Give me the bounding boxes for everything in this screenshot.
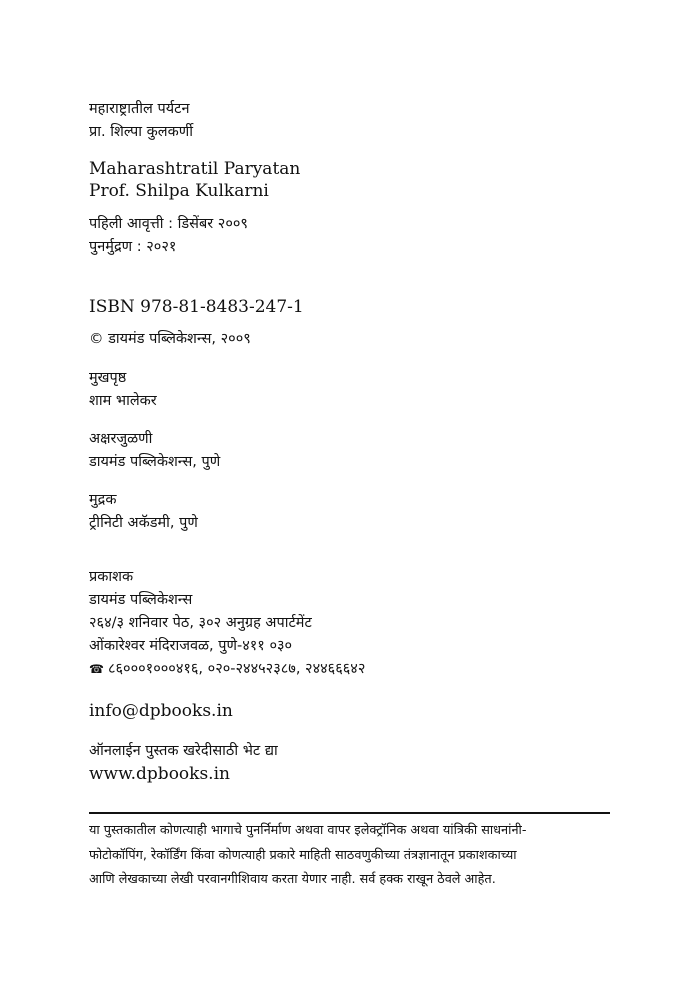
isbn: ISBN 978-81-8483-247-1: [89, 297, 304, 317]
printer-label: मुद्रक: [89, 492, 117, 508]
title-block-marathi: [89, 98, 619, 144]
typesetting-value: डायमंड पब्लिकेशन्स, पुणे: [89, 454, 221, 470]
phone-icon: ☎: [89, 662, 104, 676]
rights-line-3: आणि लेखकाच्या लेखी परवानगीशिवाय करता येणार नाही. सर्व हक्क राखून ठेवले आहेत.: [89, 872, 496, 887]
publisher-address-line1: २६४/३ शनिवार पेठ, ३०२ अनुग्रह अपार्टमेंट: [89, 615, 312, 631]
footer-divider: [89, 812, 610, 814]
first-edition: पहिली आवृत्ती : डिसेंबर २००९: [89, 216, 248, 232]
typesetting-credit-block: [89, 428, 619, 474]
rights-notice: [89, 819, 610, 893]
cover-label: मुखपृष्ठ: [89, 370, 127, 386]
book-title-english: Maharashtratil Paryatan: [89, 159, 301, 179]
book-title-marathi: महाराष्ट्रातील पर्यटन: [89, 101, 190, 117]
edition-block: [89, 213, 619, 259]
printer-value: ट्रीनिटी अकॅडमी, पुणे: [89, 515, 198, 531]
phone-numbers: ८६०००१०००४१६, ०२०-२४४५२३८७, २४४६६६४२: [107, 661, 366, 677]
publisher-address-line2: ओंकारेश्वर मंदिराजवळ, पुणे-४११ ०३०: [89, 638, 293, 654]
printer-credit-block: [89, 489, 619, 535]
publisher-email[interactable]: info@dpbooks.in: [89, 701, 233, 721]
cover-artist: शाम भालेकर: [89, 393, 157, 409]
author-english: Prof. Shilpa Kulkarni: [89, 181, 269, 201]
publisher-block: [89, 566, 619, 681]
rights-line-2: फोटोकॉपिंग, रेकॉर्डिंग किंवा कोणत्याही प्रकारे माहिती साठवणुकीच्या तंत्रज्ञानातून प्रकाशकाच्या: [89, 847, 517, 863]
copyright-notice: © डायमंड पब्लिकेशन्स, २००९: [89, 331, 251, 347]
reprint-edition: पुनर्मुद्रण : २०२१: [89, 239, 177, 255]
copyright-block: [89, 328, 619, 351]
publisher-label: प्रकाशक: [89, 569, 134, 585]
website-link[interactable]: www.dpbooks.in: [89, 764, 230, 784]
publisher-phones: [89, 658, 619, 681]
online-block: [89, 740, 619, 785]
title-block-english: [89, 158, 619, 202]
email-block: [89, 700, 619, 722]
publisher-name: डायमंड पब्लिकेशन्स: [89, 592, 193, 608]
typesetting-label: अक्षरजुळणी: [89, 431, 153, 447]
online-purchase-text: ऑनलाईन पुस्तक खरेदीसाठी भेट द्या: [89, 743, 278, 759]
isbn-block: [89, 296, 619, 318]
rights-line-1: या पुस्तकातील कोणत्याही भागाचे पुनर्निर्माण अथवा वापर इलेक्ट्रॉनिक अथवा यांत्रिकी साधनांनी-: [89, 823, 527, 838]
cover-credit-block: [89, 367, 619, 413]
author-marathi: प्रा. शिल्पा कुलकर्णी: [89, 124, 194, 140]
